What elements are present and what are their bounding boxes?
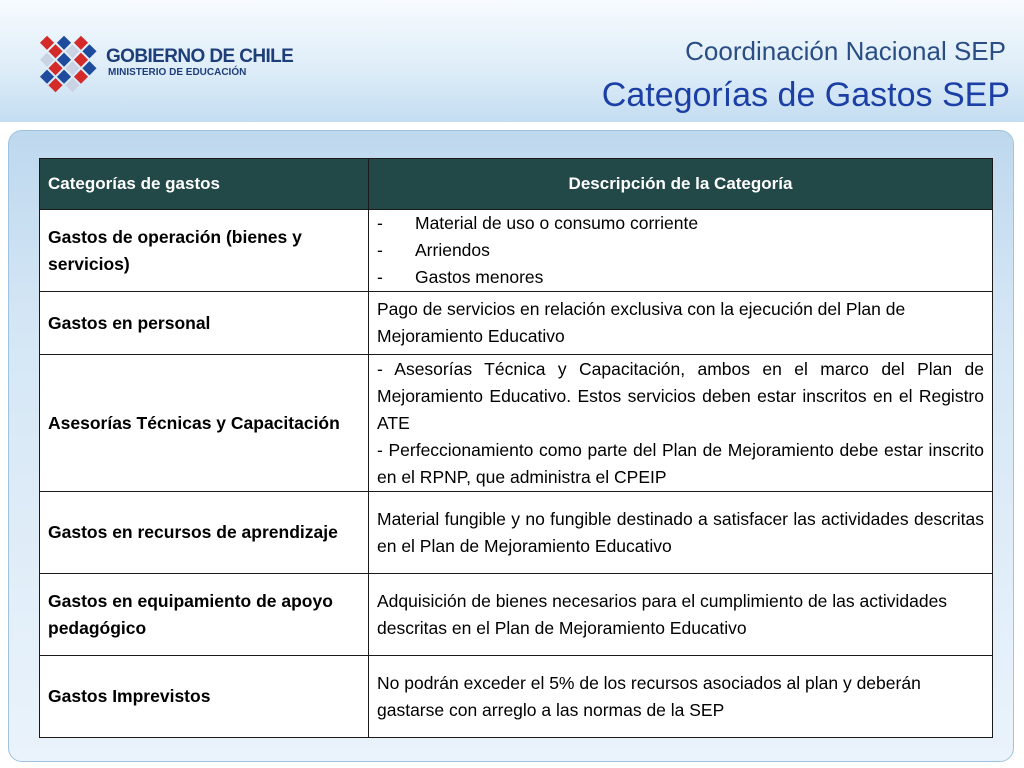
description-cell: Material fungible y no fungible destinado a satisfacer las actividades descritas en el Plan de Mejoramiento Educativo <box>369 492 993 574</box>
description-cell <box>369 210 993 292</box>
slide-header <box>0 0 1024 122</box>
table-row <box>40 355 993 492</box>
category-cell: Gastos Imprevistos <box>40 656 369 738</box>
list-item <box>377 210 984 237</box>
list-item-text: Gastos menores <box>415 267 544 288</box>
list-item-text: Arriendos <box>415 240 490 261</box>
column-header-category: Categorías de gastos <box>40 159 369 210</box>
list-item <box>377 264 984 291</box>
description-cell: No podrán exceder el 5% de los recursos asociados al plan y deberán gastarse con arreglo a las normas de la SEP <box>369 656 993 738</box>
category-cell: Gastos en personal <box>40 292 369 355</box>
table-row <box>40 656 993 738</box>
category-cell: Asesorías Técnicas y Capacitación <box>40 355 369 492</box>
category-cell: Gastos en recursos de aprendizaje <box>40 492 369 574</box>
categories-table <box>39 158 993 738</box>
table-row <box>40 492 993 574</box>
list-item-text: Material de uso o consumo corriente <box>415 213 699 233</box>
chile-government-logo-icon <box>24 24 104 104</box>
org-name: GOBIERNO DE CHILE <box>106 46 294 67</box>
bullet-marker: - <box>377 213 383 233</box>
table-row <box>40 292 993 355</box>
column-header-description: Descripción de la Categoría <box>369 159 993 210</box>
table-header-row <box>40 159 993 210</box>
table-row <box>40 574 993 656</box>
list-item <box>377 237 984 264</box>
description-paragraph: - Asesorías Técnica y Capacitación, ambos en el marco del Plan de Mejoramiento Educativo. Estos servicios deben estar inscritos en el Registro ATE <box>377 358 984 433</box>
bullet-marker: - <box>377 267 383 288</box>
slide-title: Categorías de Gastos SEP <box>601 76 1010 114</box>
description-cell: Adquisición de bienes necesarios para el cumplimiento de las actividades descritas en el Plan de Mejoramiento Educativo <box>369 574 993 656</box>
category-cell: Gastos en equipamiento de apoyo pedagógico <box>40 574 369 656</box>
description-cell: Pago de servicios en relación exclusiva con la ejecución del Plan de Mejoramiento Educativo <box>369 292 993 355</box>
bullet-marker: - <box>377 240 383 261</box>
table-row <box>40 210 993 292</box>
description-paragraph: - Perfeccionamiento como parte del Plan de Mejoramiento debe estar inscrito en el RPNP, que administra el CPEIP <box>377 439 984 488</box>
category-cell: Gastos de operación (bienes y servicios) <box>40 210 369 292</box>
coordination-label: Coordinación Nacional SEP <box>685 36 1006 66</box>
org-subtitle: MINISTERIO DE EDUCACIÓN <box>108 67 247 78</box>
description-cell <box>369 355 993 492</box>
